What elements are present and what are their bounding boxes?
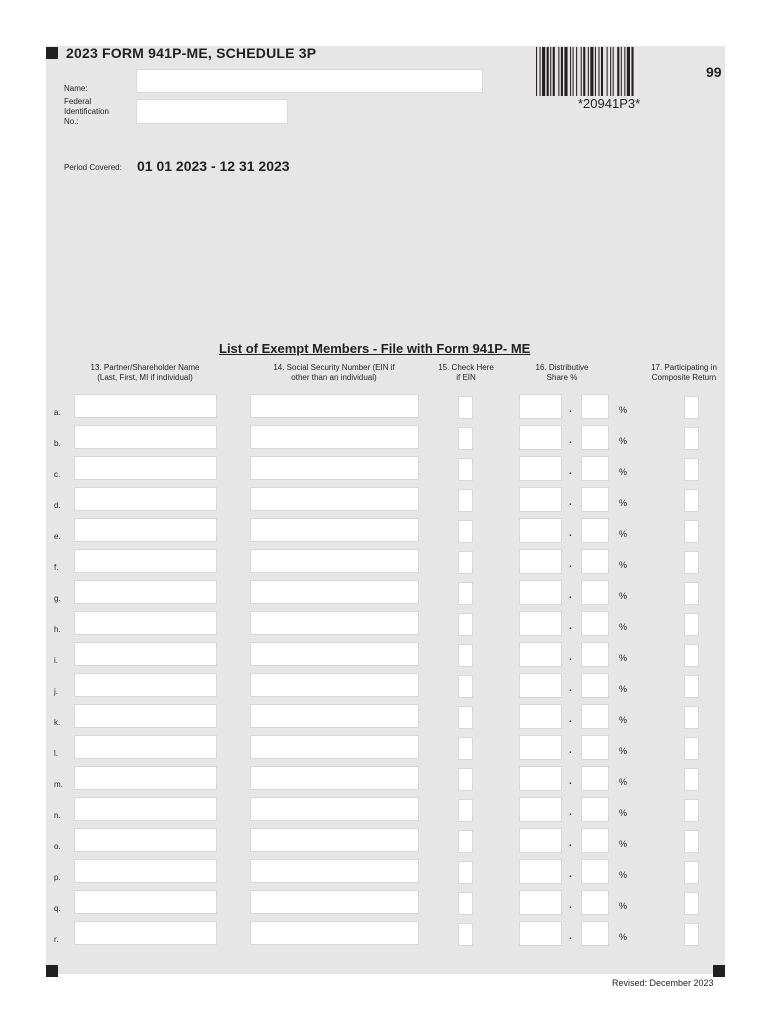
composite-checkbox[interactable] xyxy=(684,830,699,853)
partner-name-input[interactable] xyxy=(74,394,217,418)
row-label: o. xyxy=(54,842,61,851)
share-decimal-input[interactable] xyxy=(581,518,609,543)
partner-name-input[interactable] xyxy=(74,766,217,790)
partner-name-input[interactable] xyxy=(74,518,217,542)
percent-sign: % xyxy=(619,839,628,849)
barcode-image xyxy=(535,47,687,96)
partner-name-input[interactable] xyxy=(74,859,217,883)
ein-checkbox[interactable] xyxy=(458,799,473,822)
ssn-input[interactable] xyxy=(250,580,419,604)
partner-name-input[interactable] xyxy=(74,456,217,480)
ein-checkbox[interactable] xyxy=(458,427,473,450)
ssn-input[interactable] xyxy=(250,704,419,728)
ssn-input[interactable] xyxy=(250,394,419,418)
percent-sign: % xyxy=(619,436,628,446)
share-whole-input[interactable] xyxy=(519,611,562,636)
partner-name-input[interactable] xyxy=(74,797,217,821)
corner-mark-bottom-left xyxy=(46,965,58,977)
row-label: g. xyxy=(54,594,61,603)
fein-label-line1: Federal xyxy=(64,97,92,106)
ssn-input[interactable] xyxy=(250,766,419,790)
decimal-point: . xyxy=(569,683,572,694)
share-decimal-input[interactable] xyxy=(581,859,609,884)
ein-checkbox[interactable] xyxy=(458,861,473,884)
row-label: p. xyxy=(54,873,61,882)
decimal-point: . xyxy=(569,900,572,911)
partner-name-input[interactable] xyxy=(74,580,217,604)
partner-name-input[interactable] xyxy=(74,828,217,852)
share-decimal-input[interactable] xyxy=(581,487,609,512)
composite-checkbox[interactable] xyxy=(684,551,699,574)
decimal-point: . xyxy=(569,559,572,570)
ein-checkbox[interactable] xyxy=(458,520,473,543)
ssn-input[interactable] xyxy=(250,735,419,759)
ssn-input[interactable] xyxy=(250,859,419,883)
composite-checkbox[interactable] xyxy=(684,675,699,698)
percent-sign: % xyxy=(619,715,628,725)
form-title: 2023 FORM 941P-ME, SCHEDULE 3P xyxy=(66,45,317,61)
row-label: a. xyxy=(54,408,61,417)
composite-checkbox[interactable] xyxy=(684,923,699,946)
share-decimal-input[interactable] xyxy=(581,828,609,853)
composite-checkbox[interactable] xyxy=(684,613,699,636)
decimal-point: . xyxy=(569,745,572,756)
percent-sign: % xyxy=(619,901,628,911)
ein-checkbox[interactable] xyxy=(458,458,473,481)
decimal-point: . xyxy=(569,807,572,818)
composite-checkbox[interactable] xyxy=(684,582,699,605)
decimal-point: . xyxy=(569,838,572,849)
partner-name-input[interactable] xyxy=(74,425,217,449)
share-whole-input[interactable] xyxy=(519,828,562,853)
share-decimal-input[interactable] xyxy=(581,704,609,729)
period-label: Period Covered: xyxy=(64,163,122,172)
percent-sign: % xyxy=(619,777,628,787)
ein-checkbox[interactable] xyxy=(458,675,473,698)
share-decimal-input[interactable] xyxy=(581,673,609,698)
composite-checkbox[interactable] xyxy=(684,706,699,729)
ein-checkbox[interactable] xyxy=(458,737,473,760)
share-whole-input[interactable] xyxy=(519,766,562,791)
row-label: d. xyxy=(54,501,61,510)
percent-sign: % xyxy=(619,932,628,942)
partner-name-input[interactable] xyxy=(74,549,217,573)
decimal-point: . xyxy=(569,621,572,632)
row-label: k. xyxy=(54,718,61,727)
ein-checkbox[interactable] xyxy=(458,489,473,512)
ein-checkbox[interactable] xyxy=(458,396,473,419)
ssn-input[interactable] xyxy=(250,642,419,666)
percent-sign: % xyxy=(619,870,628,880)
percent-sign: % xyxy=(619,684,628,694)
decimal-point: . xyxy=(569,466,572,477)
composite-checkbox[interactable] xyxy=(684,768,699,791)
percent-sign: % xyxy=(619,622,628,632)
col-header-ssn: 14. Social Security Number (EIN if other than an individual) xyxy=(273,363,395,382)
share-decimal-input[interactable] xyxy=(581,797,609,822)
decimal-point: . xyxy=(569,404,572,415)
row-label: n. xyxy=(54,811,61,820)
composite-checkbox[interactable] xyxy=(684,427,699,450)
partner-name-input[interactable] xyxy=(74,735,217,759)
ssn-input[interactable] xyxy=(250,487,419,511)
ssn-input[interactable] xyxy=(250,611,419,635)
ssn-input[interactable] xyxy=(250,425,419,449)
share-whole-input[interactable] xyxy=(519,890,562,915)
decimal-point: . xyxy=(569,931,572,942)
ein-checkbox[interactable] xyxy=(458,706,473,729)
share-whole-input[interactable] xyxy=(519,549,562,574)
ein-checkbox[interactable] xyxy=(458,582,473,605)
share-whole-input[interactable] xyxy=(519,735,562,760)
ein-checkbox[interactable] xyxy=(458,923,473,946)
share-decimal-input[interactable] xyxy=(581,735,609,760)
share-whole-input[interactable] xyxy=(519,425,562,450)
decimal-point: . xyxy=(569,869,572,880)
ssn-input[interactable] xyxy=(250,828,419,852)
ein-checkbox[interactable] xyxy=(458,830,473,853)
composite-checkbox[interactable] xyxy=(684,458,699,481)
decimal-point: . xyxy=(569,497,572,508)
col-header-share: 16. Distributive Share % xyxy=(535,363,589,382)
barcode-text: *20941P3* xyxy=(578,96,641,111)
share-whole-input[interactable] xyxy=(519,580,562,605)
row-label: j. xyxy=(54,687,58,696)
col-header-name: 13. Partner/Shareholder Name (Last, First, MI if individual) xyxy=(90,363,200,382)
composite-checkbox[interactable] xyxy=(684,737,699,760)
composite-checkbox[interactable] xyxy=(684,489,699,512)
row-label: m. xyxy=(54,780,63,789)
share-decimal-input[interactable] xyxy=(581,921,609,946)
share-whole-input[interactable] xyxy=(519,704,562,729)
corner-mark-top-left xyxy=(46,47,58,59)
partner-name-input[interactable] xyxy=(74,673,217,697)
percent-sign: % xyxy=(619,467,628,477)
decimal-point: . xyxy=(569,652,572,663)
row-label: q. xyxy=(54,904,61,913)
percent-sign: % xyxy=(619,653,628,663)
composite-checkbox[interactable] xyxy=(684,799,699,822)
period-value: 01 01 2023 - 12 31 2023 xyxy=(137,158,290,174)
name-input[interactable] xyxy=(136,69,483,93)
percent-sign: % xyxy=(619,560,628,570)
share-whole-input[interactable] xyxy=(519,518,562,543)
composite-checkbox[interactable] xyxy=(684,861,699,884)
partner-name-input[interactable] xyxy=(74,921,217,945)
partner-name-input[interactable] xyxy=(74,704,217,728)
decimal-point: . xyxy=(569,435,572,446)
decimal-point: . xyxy=(569,528,572,539)
percent-sign: % xyxy=(619,591,628,601)
ein-checkbox[interactable] xyxy=(458,644,473,667)
row-label: c. xyxy=(54,470,61,479)
partner-name-input[interactable] xyxy=(74,642,217,666)
ssn-input[interactable] xyxy=(250,797,419,821)
form-code: 99 xyxy=(706,64,722,80)
ssn-input[interactable] xyxy=(250,456,419,480)
ssn-input[interactable] xyxy=(250,890,419,914)
row-label: i. xyxy=(54,656,58,665)
ssn-input[interactable] xyxy=(250,921,419,945)
name-label: Name: xyxy=(64,84,88,93)
share-whole-input[interactable] xyxy=(519,394,562,419)
row-label: r. xyxy=(54,935,59,944)
corner-mark-bottom-right xyxy=(713,965,725,977)
row-label: l. xyxy=(54,749,58,758)
percent-sign: % xyxy=(619,529,628,539)
share-whole-input[interactable] xyxy=(519,797,562,822)
revised-date: Revised: December 2023 xyxy=(612,978,714,988)
section-title: List of Exempt Members - File with Form 941P- ME xyxy=(219,341,531,356)
fein-input[interactable] xyxy=(136,99,288,124)
share-decimal-input[interactable] xyxy=(581,611,609,636)
ssn-input[interactable] xyxy=(250,518,419,542)
percent-sign: % xyxy=(619,405,628,415)
share-decimal-input[interactable] xyxy=(581,642,609,667)
ssn-input[interactable] xyxy=(250,549,419,573)
ein-checkbox[interactable] xyxy=(458,768,473,791)
share-decimal-input[interactable] xyxy=(581,766,609,791)
partner-name-input[interactable] xyxy=(74,611,217,635)
ssn-input[interactable] xyxy=(250,673,419,697)
row-label: e. xyxy=(54,532,61,541)
decimal-point: . xyxy=(569,714,572,725)
share-whole-input[interactable] xyxy=(519,456,562,481)
share-decimal-input[interactable] xyxy=(581,456,609,481)
col-header-composite: 17. Participating in Composite Return xyxy=(651,363,717,382)
ein-checkbox[interactable] xyxy=(458,892,473,915)
decimal-point: . xyxy=(569,590,572,601)
percent-sign: % xyxy=(619,498,628,508)
fein-label-line3: No.: xyxy=(64,117,79,126)
share-whole-input[interactable] xyxy=(519,859,562,884)
row-label: h. xyxy=(54,625,61,634)
decimal-point: . xyxy=(569,776,572,787)
share-whole-input[interactable] xyxy=(519,487,562,512)
share-whole-input[interactable] xyxy=(519,673,562,698)
row-label: f. xyxy=(54,563,59,572)
col-header-ein-check: 15. Check Here if EIN xyxy=(438,363,494,382)
composite-checkbox[interactable] xyxy=(684,396,699,419)
share-decimal-input[interactable] xyxy=(581,890,609,915)
share-decimal-input[interactable] xyxy=(581,580,609,605)
share-decimal-input[interactable] xyxy=(581,425,609,450)
share-whole-input[interactable] xyxy=(519,921,562,946)
partner-name-input[interactable] xyxy=(74,487,217,511)
fein-label-line2: Identification xyxy=(64,107,109,116)
percent-sign: % xyxy=(619,746,628,756)
row-label: b. xyxy=(54,439,61,448)
partner-name-input[interactable] xyxy=(74,890,217,914)
composite-checkbox[interactable] xyxy=(684,892,699,915)
composite-checkbox[interactable] xyxy=(684,520,699,543)
ein-checkbox[interactable] xyxy=(458,551,473,574)
share-decimal-input[interactable] xyxy=(581,394,609,419)
percent-sign: % xyxy=(619,808,628,818)
share-whole-input[interactable] xyxy=(519,642,562,667)
composite-checkbox[interactable] xyxy=(684,644,699,667)
share-decimal-input[interactable] xyxy=(581,549,609,574)
ein-checkbox[interactable] xyxy=(458,613,473,636)
